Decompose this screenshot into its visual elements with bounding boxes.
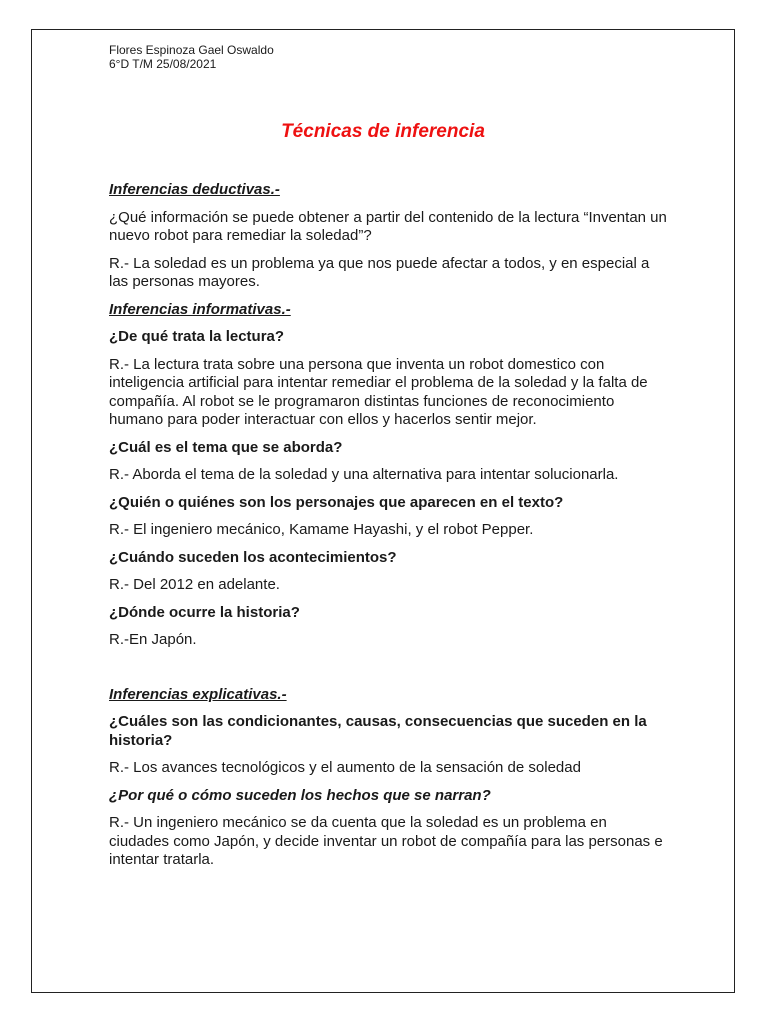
author-info: 6°D T/M 25/08/2021 (109, 57, 217, 71)
document-body (109, 181, 669, 879)
author-name: Flores Espinoza Gael Oswaldo (109, 43, 274, 57)
question-explicativas-2: ¿Por qué o cómo suceden los hechos que se narran? (109, 786, 491, 804)
document-page (31, 29, 735, 993)
question-informativas-2: ¿Cuál es el tema que se aborda? (109, 438, 343, 456)
section-heading-explicativas: Inferencias explicativas.- (109, 685, 287, 703)
question-informativas-4: ¿Cuándo suceden los acontecimientos? (109, 548, 397, 566)
question-informativas-3: ¿Quién o quiénes son los personajes que aparecen en el texto? (109, 493, 564, 511)
answer-informativas-5: R.-En Japón. (109, 631, 197, 648)
section-heading-informativas: Inferencias informativas.- (109, 300, 291, 318)
answer-explicativas-2: R.- Un ingeniero mecánico se da cuenta que la soledad es un problema en ciudades como Japón, y decide inventar un robot de compañía para las personas e intentar tratarla. (109, 814, 663, 868)
answer-informativas-1: R.- La lectura trata sobre una persona que inventa un robot domestico con inteligencia artificial para intentar remediar el problema de la soledad y la falta de compañía. Al robot se le programaron distintas funciones de reconocimiento humano para poder interactuar con ellos y hacerlos sentir mejor. (109, 355, 648, 428)
section-heading-deductivas: Inferencias deductivas.- (109, 181, 280, 198)
document-header (109, 43, 274, 71)
answer-informativas-3: R.- El ingeniero mecánico, Kamame Hayashi, y el robot Pepper. (109, 521, 534, 538)
answer-deductivas: R.- La soledad es un problema ya que nos puede afectar a todos, y en especial a las personas mayores. (109, 254, 650, 290)
question-informativas-1: ¿De qué trata la lectura? (109, 328, 285, 345)
document-title: Técnicas de inferencia (281, 121, 485, 142)
answer-informativas-2: R.- Aborda el tema de la soledad y una alternativa para intentar solucionarla. (109, 466, 619, 483)
question-deductivas: ¿Qué información se puede obtener a partir del contenido de la lectura “Inventan un nuevo robot para remediar la soledad”? (109, 208, 667, 244)
question-informativas-5: ¿Dónde ocurre la historia? (109, 603, 300, 621)
section-spacer (109, 659, 669, 686)
answer-explicativas-1: R.- Los avances tecnológicos y el aumento de la sensación de soledad (109, 759, 581, 776)
answer-informativas-4: R.- Del 2012 en adelante. (109, 576, 280, 593)
question-explicativas-1: ¿Cuáles son las condicionantes, causas, consecuencias que suceden en la historia? (109, 713, 647, 749)
